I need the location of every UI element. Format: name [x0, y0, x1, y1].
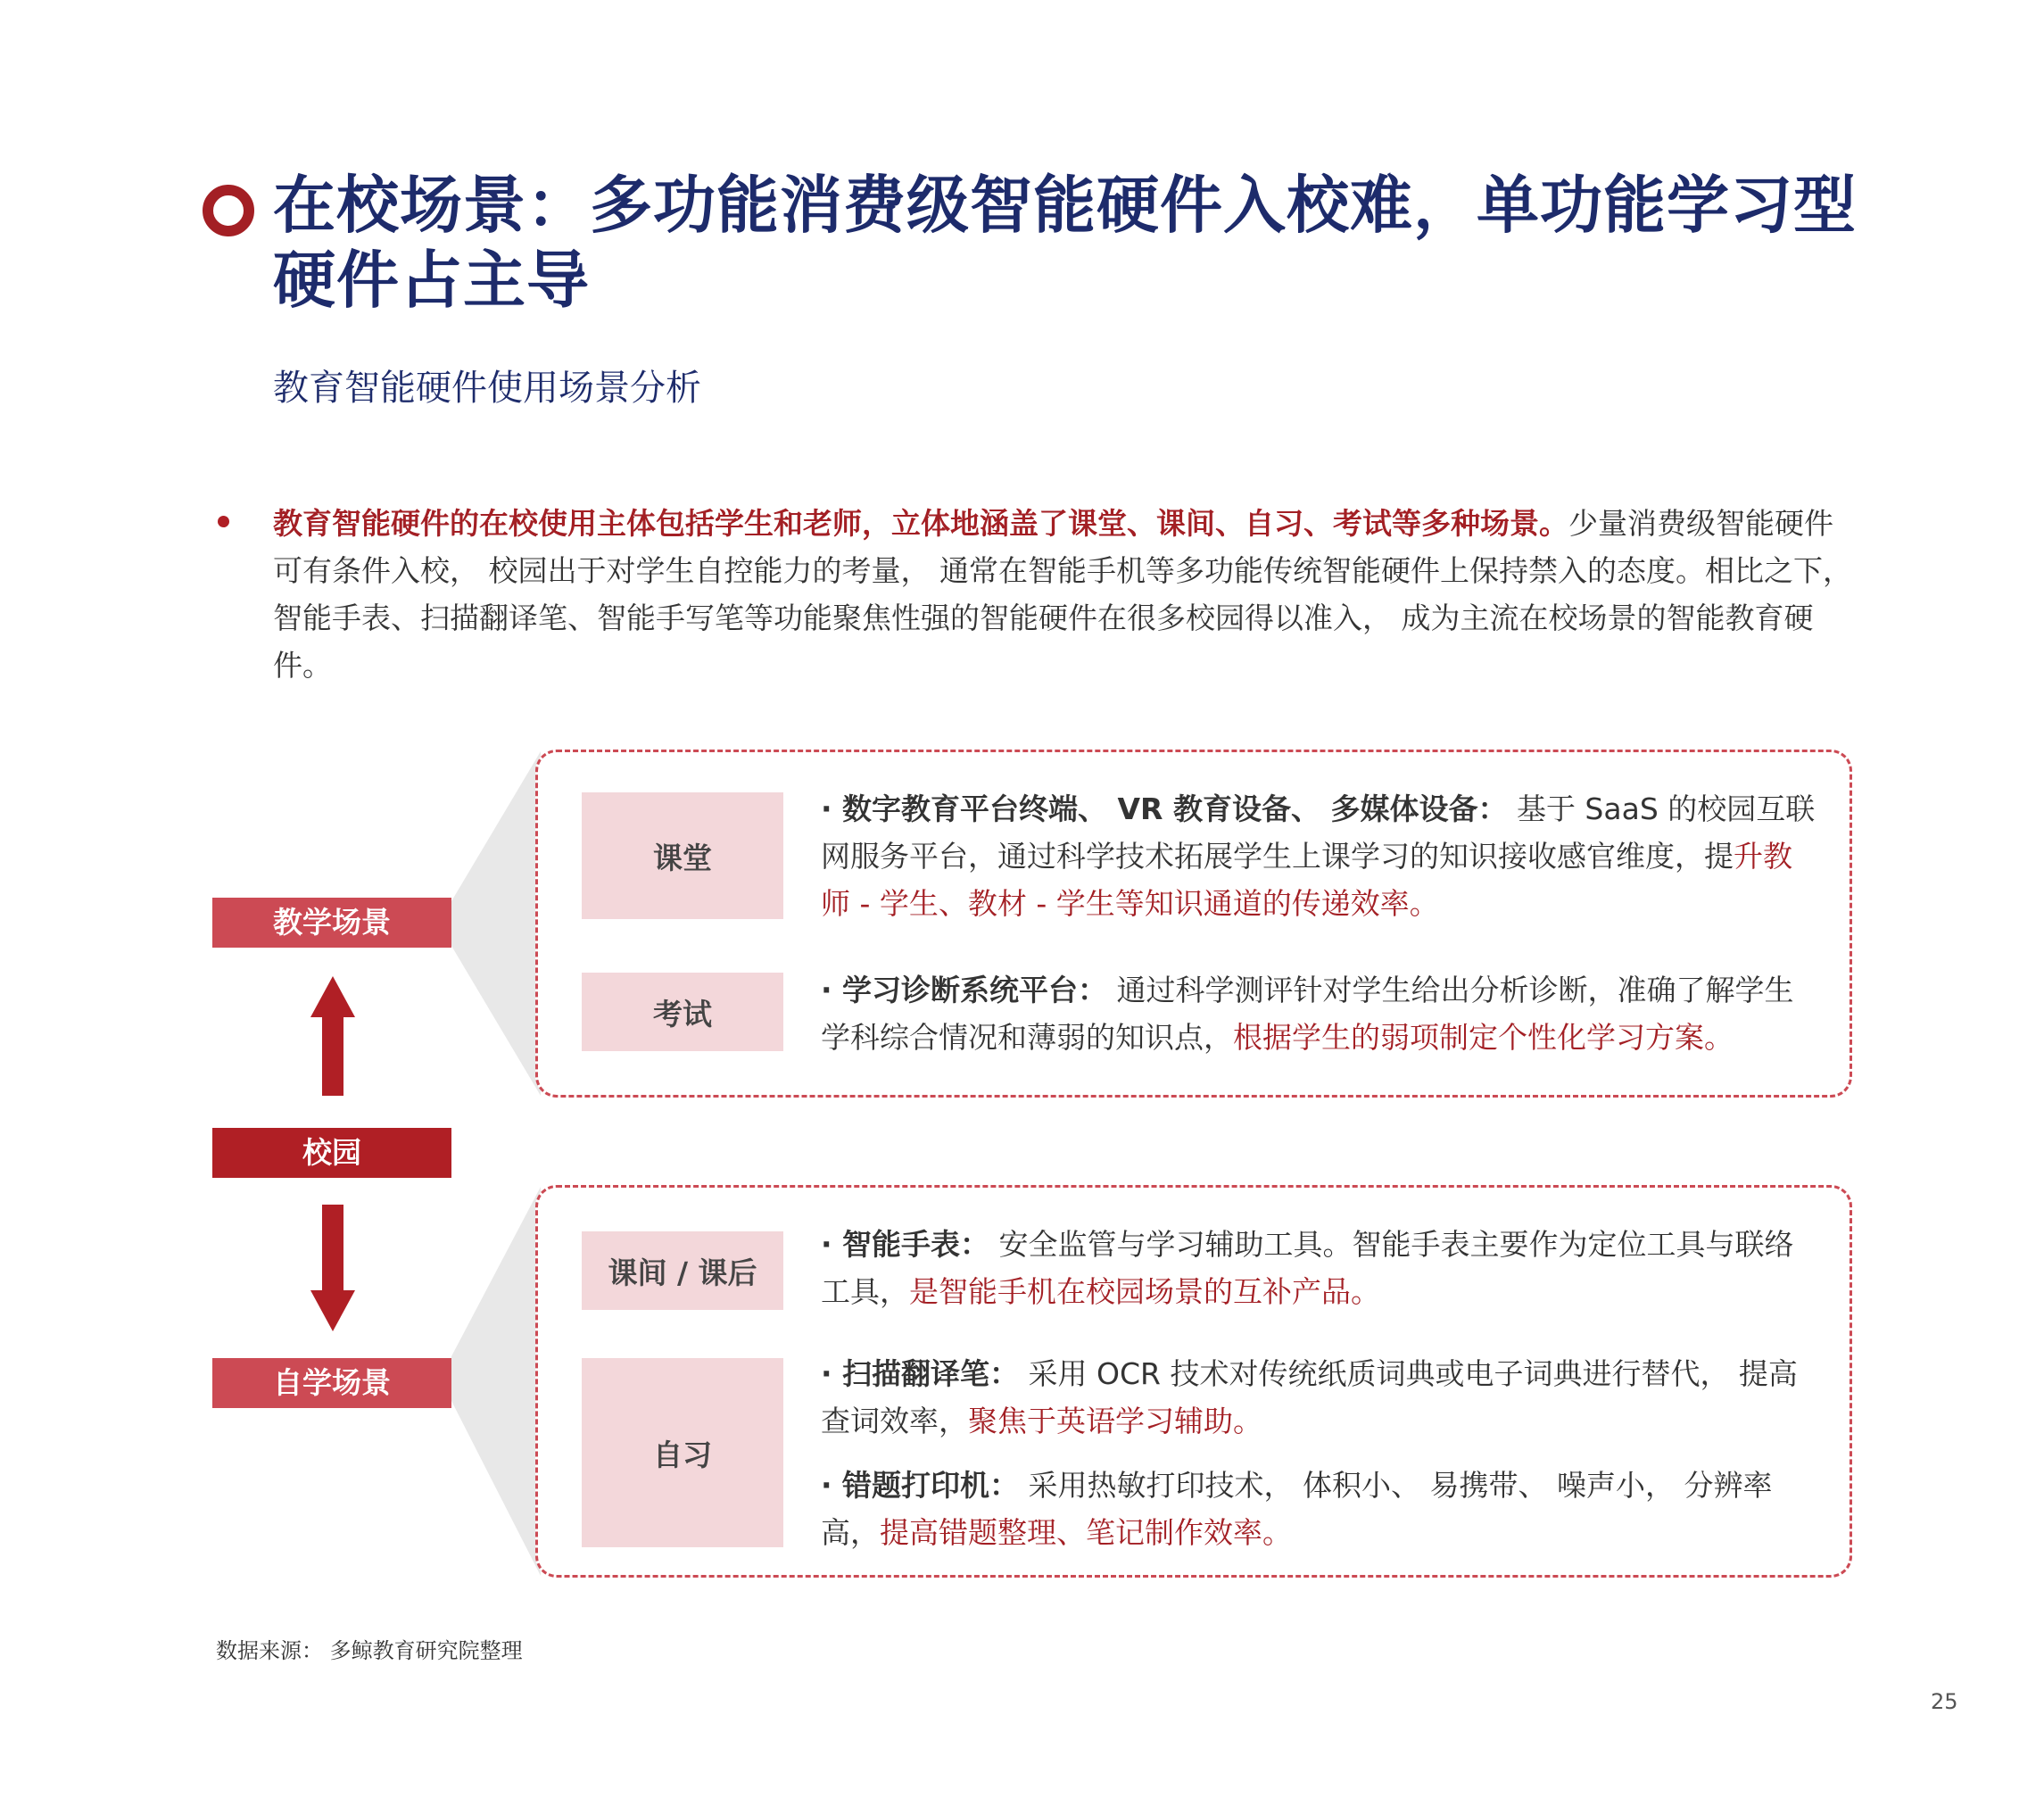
desc-classroom-text: 基于 SaaS 的校园互联网服务平台，通过科学技术拓展学生上课学习的知识接收感官维度，提: [821, 791, 1816, 874]
up-arrow-icon: [310, 976, 355, 1096]
intro-highlight: 教育智能硬件的在校使用主体包括学生和老师，立体地涵盖了课堂、课间、自习、考试等多种场景。: [273, 506, 1568, 541]
desc-smartwatch: [821, 1221, 1816, 1315]
desc-exam-bold: · 学习诊断系统平台：: [821, 973, 1108, 1007]
page-number: 25: [1931, 1689, 1958, 1714]
desc-smartwatch-bold: · 智能手表：: [821, 1227, 990, 1262]
tag-exam: 考试: [582, 973, 783, 1051]
teaching-funnel-shape: [451, 751, 541, 1096]
label-teaching-scene: 教学场景: [212, 898, 451, 948]
desc-printer-bold: · 错题打印机：: [821, 1468, 1020, 1503]
desc-classroom: [821, 785, 1816, 927]
desc-printer-text: 采用热敏打印技术， 体积小、 易携带、 噪声小， 分辨率高，: [821, 1468, 1773, 1550]
desc-scan-pen: [821, 1350, 1816, 1445]
desc-printer: [821, 1462, 1816, 1556]
data-source: 数据来源： 多鲸教育研究院整理: [216, 1638, 523, 1663]
tag-classroom: 课堂: [582, 792, 783, 919]
desc-scan-pen-bold: · 扫描翻译笔：: [821, 1356, 1020, 1391]
label-campus: 校园: [212, 1128, 451, 1178]
desc-exam: [821, 966, 1816, 1061]
desc-exam-text: 通过科学测评针对学生给出分析诊断，准确了解学生学科综合情况和薄弱的知识点，: [821, 973, 1794, 1055]
intro-rest: 少量消费级智能硬件可有条件入校， 校园出于对学生自控能力的考量， 通常在智能手机等多功能传统智能硬件上保持禁入的态度。相比之下，智能手表、扫描翻译笔、智能手写笔等功能聚焦性强的智能硬件在很多校园得以准入， 成为主流在校场景的智能教育硬件。: [273, 506, 1852, 683]
down-arrow-icon: [310, 1205, 355, 1331]
self-funnel-shape: [451, 1187, 541, 1576]
desc-smartwatch-red: 是智能手机在校园场景的互补产品。: [909, 1274, 1380, 1309]
desc-scan-pen-red: 聚焦于英语学习辅助。: [968, 1404, 1262, 1438]
desc-classroom-red: 升教师 - 学生、教材 - 学生等知识通道的传递效率。: [821, 839, 1792, 921]
desc-classroom-bold: · 数字教育平台终端、 VR 教育设备、 多媒体设备：: [821, 791, 1508, 826]
desc-exam-red: 根据学生的弱项制定个性化学习方案。: [1233, 1020, 1734, 1055]
page-subtitle: 教育智能硬件使用场景分析: [273, 368, 701, 409]
tag-break-after-class: 课间 / 课后: [582, 1231, 783, 1310]
desc-printer-red: 提高错题整理、笔记制作效率。: [880, 1515, 1292, 1550]
page-title: 在校场景：多功能消费级智能硬件入校难，单功能学习型硬件占主导: [273, 169, 1857, 317]
desc-smartwatch-text: 安全监管与学习辅助工具。智能手表主要作为定位工具与联络工具，: [821, 1227, 1794, 1309]
label-self-study-scene: 自学场景: [212, 1358, 451, 1408]
desc-scan-pen-text: 采用 OCR 技术对传统纸质词典或电子词典进行替代， 提高查词效率，: [821, 1356, 1798, 1438]
tag-self-study: 自习: [582, 1358, 783, 1547]
